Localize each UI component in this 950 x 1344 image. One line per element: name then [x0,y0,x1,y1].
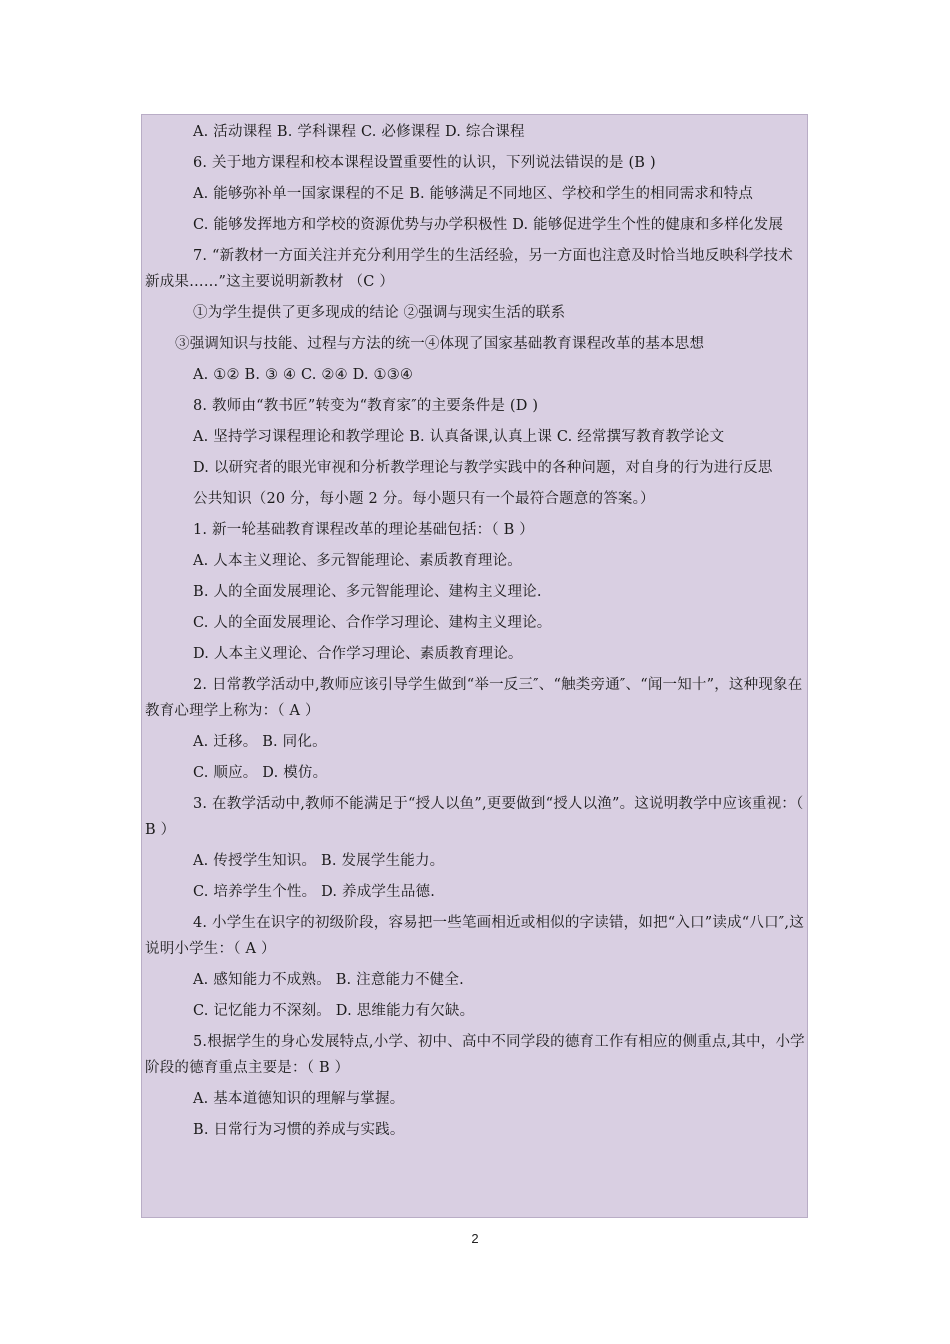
statement-line: ③强调知识与技能、过程与方法的统一④体现了国家基础教育课程改革的基本思想 [175,336,705,352]
option-line: B. 日常行为习惯的养成与实践。 [193,1122,405,1138]
option-line: A. 能够弥补单一国家课程的不足 B. 能够满足不同地区、学校和学生的相同需求和特点 [193,186,754,202]
question-1: 1. 新一轮基础教育课程改革的理论基础包括：（ B ） [193,522,534,538]
option-line: D. 以研究者的眼光审视和分析教学理论与教学实践中的各种问题，对自身的行为进行反思 [193,460,773,476]
option-line: C. 顺应。 D. 模仿。 [193,765,328,781]
question-6: 6. 关于地方课程和校本课程设置重要性的认识，下列说法错误的是 (B ) [193,155,656,171]
question-5: 5.根据学生的身心发展特点,小学、初中、高中不同学段的德育工作有相应的侧重点,其中，小学阶段的德育重点主要是：（ B ） [145,1034,805,1076]
option-line: A. 坚持学习课程理论和教学理论 B. 认真备课,认真上课 C. 经常撰写教育教学论文 [193,429,725,445]
option-line: B. 人的全面发展理论、多元智能理论、建构主义理论. [193,584,542,600]
option-line: A. 基本道德知识的理解与掌握。 [193,1091,405,1107]
option-line: C. 能够发挥地方和学校的资源优势与办学积极性 D. 能够促进学生个性的健康和多样化发展 [193,217,784,233]
option-line: A. 活动课程 B. 学科课程 C. 必修课程 D. 综合课程 [193,124,525,140]
content-box [141,114,808,1218]
option-line: A. ①② B. ③ ④ C. ②④ D. ①③④ [193,367,414,383]
question-2: 2. 日常教学活动中,教师应该引导学生做到“举一反三″、“触类旁通″、“闻一知十”，这种现象在教育心理学上称为：（ A ） [145,677,803,719]
option-line: A. 传授学生知识。 B. 发展学生能力。 [193,853,445,869]
statement-line: ①为学生提供了更多现成的结论 ②强调与现实生活的联系 [193,305,566,321]
option-line: C. 记忆能力不深刻。 D. 思维能力有欠缺。 [193,1003,475,1019]
question-8: 8. 教师由“教书匠”转变为“教育家″的主要条件是 (D ) [193,398,539,414]
option-line: A. 感知能力不成熟。 B. 注意能力不健全. [193,972,464,988]
page-number: 2 [471,1231,479,1246]
option-line: D. 人本主义理论、合作学习理论、素质教育理论。 [193,646,523,662]
question-7: 7. “新教材一方面关注并充分利用学生的生活经验，另一方面也注意及时恰当地反映科学技术新成果……”这主要说明新教材 （C ） [145,248,793,290]
question-3: 3. 在教学活动中,教师不能满足于“授人以鱼”,更要做到“授人以渔”。这说明教学中应该重视：（ B ） [145,796,809,838]
option-line: A. 人本主义理论、多元智能理论、素质教育理论。 [193,553,522,569]
section-heading: 公共知识（20 分，每小题 2 分。每小题只有一个最符合题意的答案。） [193,491,655,507]
question-4: 4. 小学生在识字的初级阶段，容易把一些笔画相近或相似的字读错，如把“入口”读成“八口″,这说明小学生：（ A ） [145,915,804,957]
option-line: C. 培养学生个性。 D. 养成学生品德. [193,884,436,900]
option-line: C. 人的全面发展理论、合作学习理论、建构主义理论。 [193,615,552,631]
option-line: A. 迁移。 B. 同化。 [193,734,327,750]
